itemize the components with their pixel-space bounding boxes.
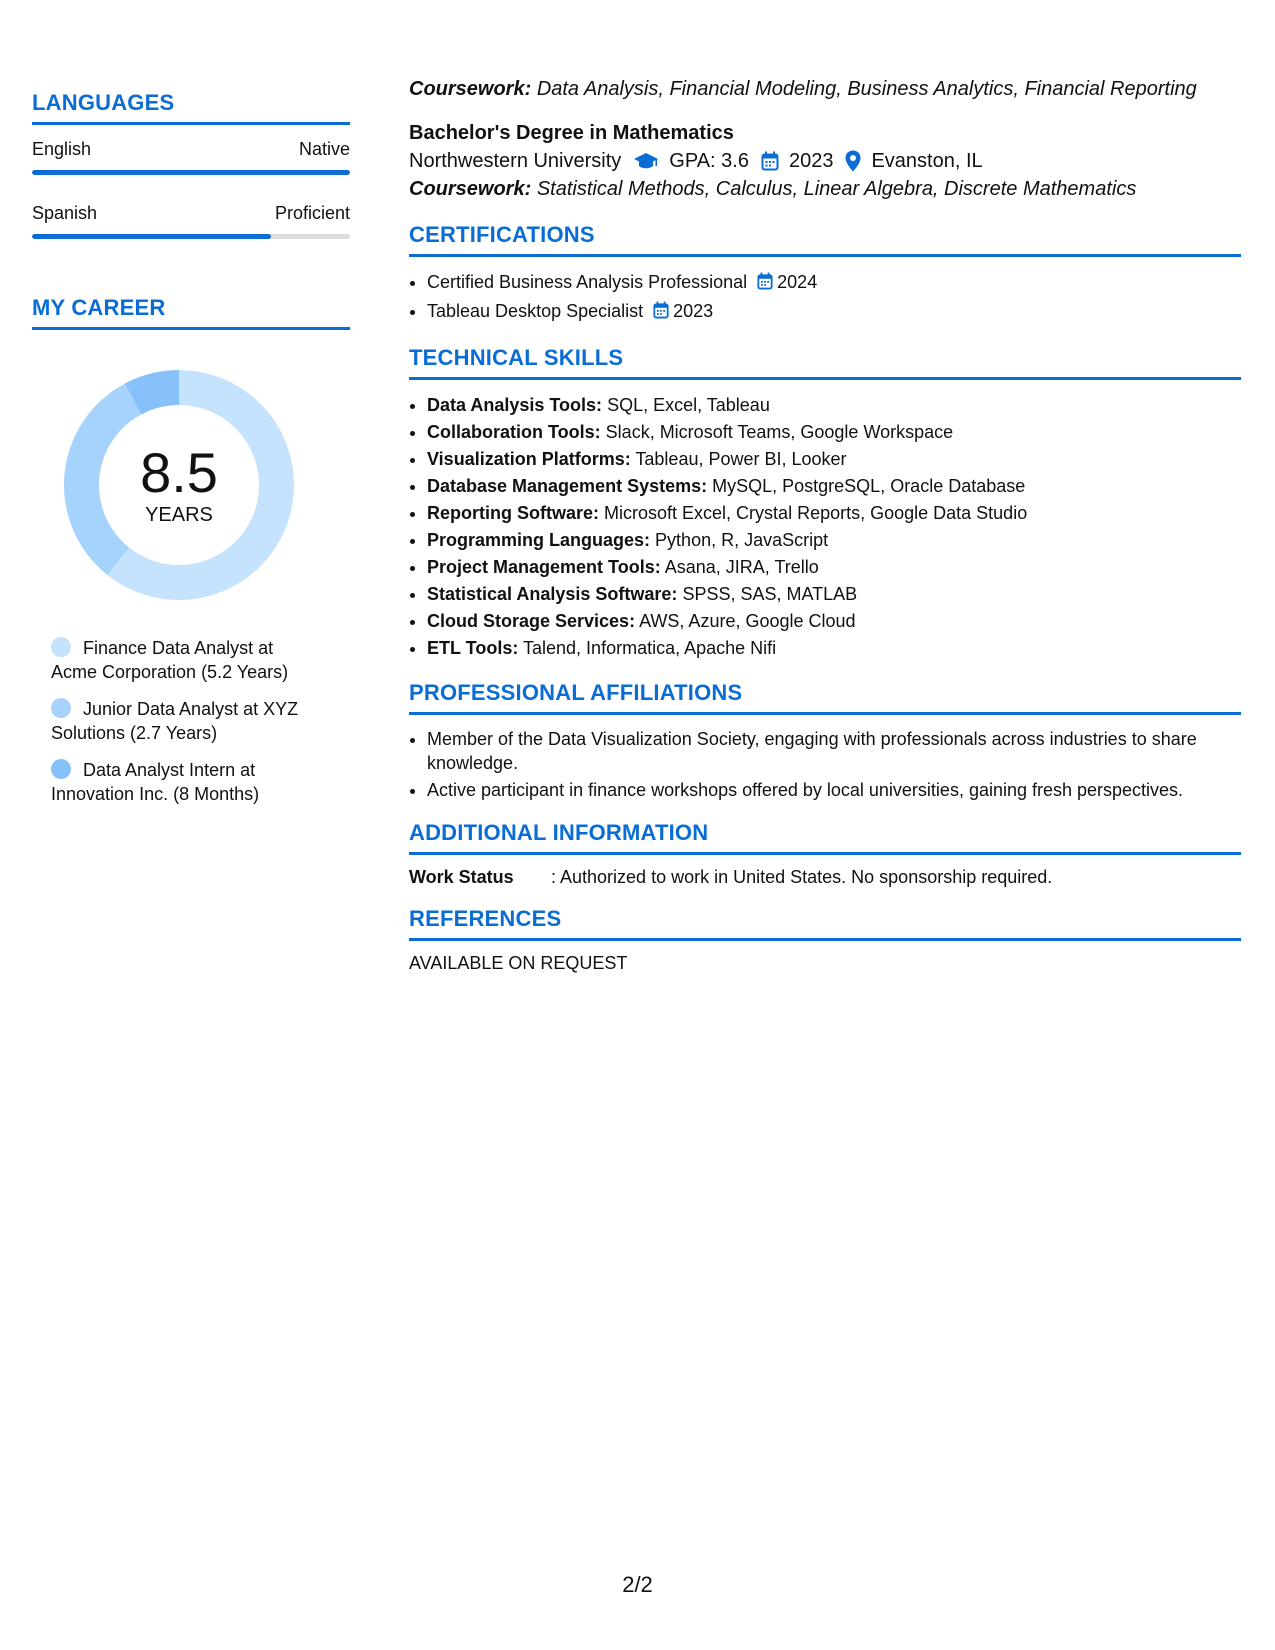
legend-label: Data Analyst Intern at Innovation Inc. (8 Months)	[51, 760, 260, 804]
affiliations-title: PROFESSIONAL AFFILIATIONS	[409, 680, 1241, 715]
skill-value: Talend, Informatica, Apache Nifi	[523, 638, 777, 658]
skill-value: Asana, JIRA, Trello	[664, 557, 819, 577]
language-level: Proficient	[274, 203, 350, 223]
certifications-title: CERTIFICATIONS	[409, 222, 1241, 257]
certification-item	[427, 269, 1241, 298]
language-level: Native	[298, 139, 350, 159]
skill-item	[427, 473, 1241, 500]
right-column	[409, 76, 1241, 974]
skill-item	[427, 446, 1241, 473]
skill-item	[427, 419, 1241, 446]
page-number: 2/2	[622, 1572, 653, 1597]
legend-dot	[51, 698, 71, 718]
location-pin-icon	[845, 150, 861, 172]
legend-label: Finance Data Analyst at Acme Corporation (5.2 Years)	[51, 638, 289, 682]
language-name: Spanish	[32, 203, 98, 223]
language-bar-fill	[32, 170, 350, 175]
career-legend-item	[51, 697, 321, 745]
skill-label: ETL Tools:	[427, 638, 519, 658]
affiliations-list	[409, 727, 1241, 802]
career-legend-item	[51, 636, 321, 684]
career-title: MY CAREER	[32, 295, 350, 330]
skill-value: Slack, Microsoft Teams, Google Workspace	[605, 422, 954, 442]
affiliations-section	[409, 680, 1241, 802]
certifications-list	[409, 269, 1241, 327]
coursework-label: Coursework:	[409, 78, 532, 100]
legend-dot	[51, 759, 71, 779]
skill-value: Tableau, Power BI, Looker	[635, 449, 847, 469]
calendar-icon	[757, 271, 773, 298]
certification-year: 2024	[777, 272, 818, 292]
work-status-label: Work Status	[409, 867, 514, 887]
school-name: Northwestern University	[409, 150, 622, 172]
career-legend-item	[51, 758, 321, 806]
coursework-line	[409, 176, 1241, 202]
references-title: REFERENCES	[409, 906, 1241, 941]
career-donut	[64, 370, 294, 600]
calendar-icon	[761, 151, 779, 171]
skill-item	[427, 500, 1241, 527]
career-section	[32, 295, 350, 806]
skill-value: SQL, Excel, Tableau	[607, 395, 770, 415]
certifications-section	[409, 222, 1241, 327]
skill-label: Reporting Software:	[427, 503, 600, 523]
career-total: 8.5	[140, 440, 218, 504]
skills-title: TECHNICAL SKILLS	[409, 345, 1241, 380]
skill-label: Programming Languages:	[427, 530, 651, 550]
gpa: GPA: 3.6	[669, 150, 749, 172]
coursework-line	[409, 76, 1241, 102]
languages-title: LANGUAGES	[32, 90, 350, 125]
skill-label: Project Management Tools:	[427, 557, 661, 577]
skill-label: Statistical Analysis Software:	[427, 584, 678, 604]
skill-label: Cloud Storage Services:	[427, 611, 636, 631]
legend-dot	[51, 637, 71, 657]
work-status-value: : Authorized to work in United States. No sponsorship required.	[551, 867, 1053, 887]
calendar-icon	[653, 300, 669, 327]
skill-value: Python, R, JavaScript	[655, 530, 829, 550]
skills-section	[409, 345, 1241, 662]
skill-label: Database Management Systems:	[427, 476, 708, 496]
certification-name: Certified Business Analysis Professional	[427, 272, 748, 292]
coursework-text: Data Analysis, Financial Modeling, Business Analytics, Financial Reporting	[536, 78, 1197, 100]
skill-label: Visualization Platforms:	[427, 449, 631, 469]
skill-item	[427, 608, 1241, 635]
skill-item	[427, 635, 1241, 662]
skill-value: MySQL, PostgreSQL, Oracle Database	[712, 476, 1026, 496]
skill-label: Collaboration Tools:	[427, 422, 601, 442]
coursework-label: Coursework:	[409, 178, 532, 200]
affiliation-item: • Member of the Data Visualization Society, engaging with professionals across industries to share knowledge.	[427, 727, 1241, 775]
languages-list	[32, 139, 350, 239]
language-name: English	[32, 139, 92, 159]
skill-item	[427, 554, 1241, 581]
work-status-row	[409, 867, 1241, 888]
language-item	[32, 203, 350, 239]
skills-list	[409, 392, 1241, 662]
skill-item	[427, 581, 1241, 608]
language-item	[32, 139, 350, 175]
skill-value: AWS, Azure, Google Cloud	[639, 611, 856, 631]
references-section	[409, 906, 1241, 974]
education-entry	[409, 120, 1241, 202]
skill-item	[427, 392, 1241, 419]
graduation-year: 2023	[788, 150, 834, 172]
legend-label: Junior Data Analyst at XYZ Solutions (2.7 Years)	[51, 699, 299, 743]
certification-item	[427, 298, 1241, 327]
graduation-cap-icon	[633, 151, 659, 171]
certification-name: Tableau Desktop Specialist	[427, 301, 644, 321]
skill-label: Data Analysis Tools:	[427, 395, 603, 415]
affiliation-item: • Active participant in finance workshops offered by local universities, gaining fresh perspectives.	[427, 778, 1241, 802]
skill-value: Microsoft Excel, Crystal Reports, Google Data Studio	[604, 503, 1028, 523]
coursework-text: Statistical Methods, Calculus, Linear Algebra, Discrete Mathematics	[536, 178, 1137, 200]
language-bar-fill	[32, 234, 271, 239]
education-details	[409, 146, 1241, 176]
degree-title: Bachelor's Degree in Mathematics	[409, 122, 734, 144]
references-text: AVAILABLE ON REQUEST	[409, 953, 628, 973]
school-location: Evanston, IL	[871, 150, 983, 172]
additional-info-title: ADDITIONAL INFORMATION	[409, 820, 1241, 855]
language-bar	[32, 234, 350, 239]
certification-year: 2023	[673, 301, 714, 321]
left-column	[32, 90, 350, 819]
language-bar	[32, 170, 350, 175]
skill-value: SPSS, SAS, MATLAB	[682, 584, 858, 604]
career-unit: YEARS	[145, 503, 213, 526]
skill-item	[427, 527, 1241, 554]
additional-info-section	[409, 820, 1241, 888]
career-legend	[51, 636, 350, 806]
